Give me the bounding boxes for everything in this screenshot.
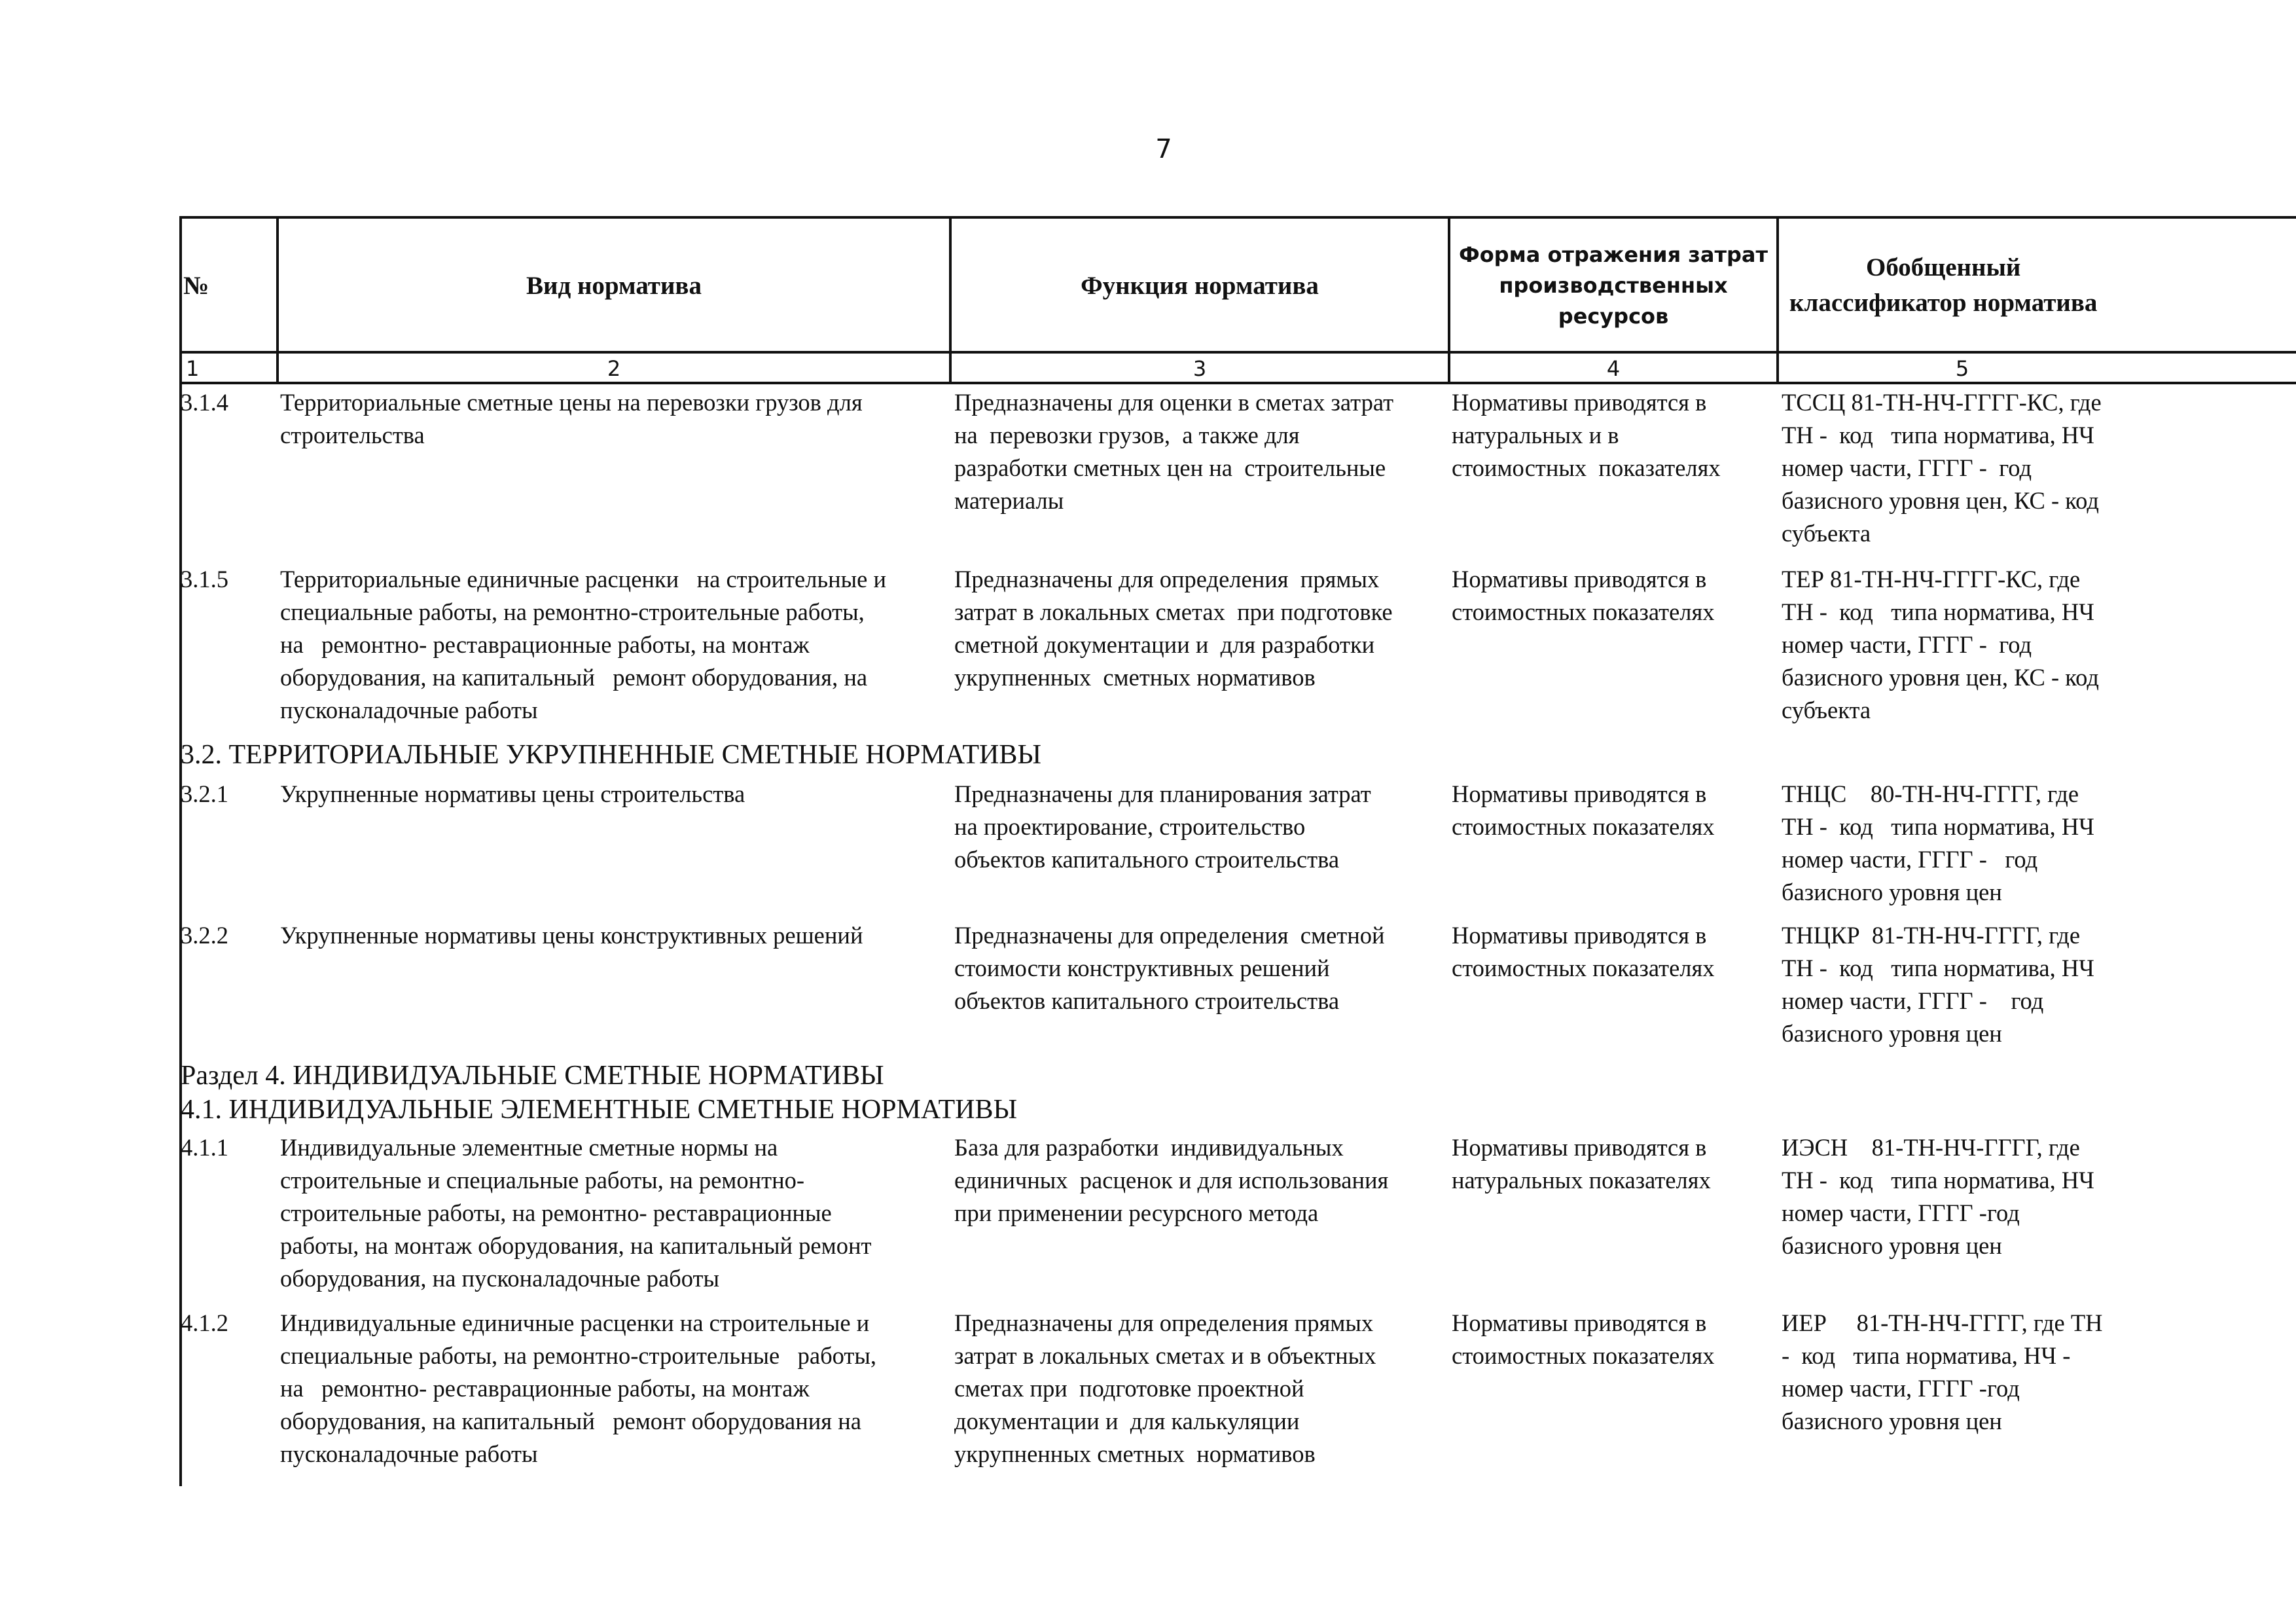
row-number: 4.1.1 [181,1134,228,1161]
row-classifier: ТССЦ 81-ТН-НЧ-ГГГГ-КС, где ТН - код типа норматива, НЧ номер части, ГГГГ - год базисного уровня цен, КС - код субъекта [1782,389,2102,547]
column-number-2: 2 [607,356,621,381]
row-number: 3.2.1 [181,780,228,807]
section-heading-4-1: 4.1. ИНДИВИДУАЛЬНЫЕ ЭЛЕМЕНТНЫЕ СМЕТНЫЕ НОРМАТИВЫ [181,1095,1018,1125]
row-form: Нормативы приводятся в стоимостных показателях [1452,566,1715,625]
row-function: База для разработки индивидуальных единичных расценок и для использования при применении ресурсного метода [954,1134,1389,1226]
section-heading-3-2: 3.2. ТЕРРИТОРИАЛЬНЫЕ УКРУПНЕННЫЕ СМЕТНЫЕ НОРМАТИВЫ [181,740,1042,770]
row-function: Предназначены для определения прямых затрат в локальных сметах и в объектных сметах при подготовке проектной документации и для калькуляции укрупненных сметных нормативов [954,1309,1376,1467]
row-form: Нормативы приводятся в стоимостных показателях [1452,922,1715,981]
column-number-5: 5 [1955,356,1969,381]
row-number: 3.2.2 [181,922,228,949]
row-function: Предназначены для определения прямых затрат в локальных сметах при подготовке сметной документации и для разработки укрупненных сметных нормативов [954,566,1393,691]
row-classifier: ИЭСН 81-ТН-НЧ-ГГГГ, где ТН - код типа норматива, НЧ номер части, ГГГГ -год базисного уровня цен [1782,1134,2094,1259]
column-number-4: 4 [1606,356,1621,381]
header-classifier: Обобщенный классификатор норматива [1789,253,2098,317]
header-vid: Вид норматива [526,271,702,300]
row-classifier: ТНЦС 80-ТН-НЧ-ГГГГ, где ТН - код типа норматива, НЧ номер части, ГГГГ - год базисного уровня цен [1782,780,2094,905]
row-classifier: ИЕР 81-ТН-НЧ-ГГГГ, где ТН - код типа норматива, НЧ - номер части, ГГГГ -год базисного уровня цен [1782,1309,2103,1434]
row-classifier: ТЕР 81-ТН-НЧ-ГГГГ-КС, где ТН - код типа норматива, НЧ номер части, ГГГГ - год базисного уровня цен, КС - код субъекта [1782,566,2099,723]
row-number: 3.1.4 [181,389,228,416]
header-function: Функция норматива [1081,271,1319,300]
row-number: 3.1.5 [181,566,228,593]
row-vid: Индивидуальные единичные расценки на строительные и специальные работы, на ремонтно-строительные работы, на ремонтно- реставрационные работы, на монтаж оборудования, на капитальный ремонт оборудования на пусконаладочные работы [280,1309,877,1467]
row-vid: Индивидуальные элементные сметные нормы на строительные и специальные работы, на ремонтно- строительные работы, на ремонтно- реставрационные работы, на монтаж оборудования, на капитальный ремонт оборудования, на пусконаладочные работы [280,1134,872,1292]
row-form: Нормативы приводятся в натуральных показателях [1452,1134,1711,1194]
column-number-1: 1 [186,356,200,381]
row-function: Предназначены для оценки в сметах затрат на перевозки грузов, а также для разработки сметных цен на строительные материалы [954,389,1394,514]
header-num: № [183,271,209,300]
row-function: Предназначены для определения сметной стоимости конструктивных решений объектов капитального строительства [954,922,1385,1014]
numbers-bottom-border [179,382,2296,384]
row-vid: Укрупненные нормативы цены строительства [280,780,745,807]
column-number-3: 3 [1193,356,1207,381]
row-number: 4.1.2 [181,1309,228,1336]
row-vid: Территориальные сметные цены на перевозки грузов для строительства [280,389,863,448]
row-vid: Укрупненные нормативы цены конструктивных решений [280,922,863,949]
row-function: Предназначены для планирования затрат на проектирование, строительство объектов капитального строительства [954,780,1371,873]
row-vid: Территориальные единичные расценки на строительные и специальные работы, на ремонтно-строительные работы, на ремонтно- реставрационные работы, на монтаж оборудования, на капитальный ремонт оборудования, на пусконаладочные работы [280,566,887,723]
section-heading-4: Раздел 4. ИНДИВИДУАЛЬНЫЕ СМЕТНЫЕ НОРМАТИВЫ [181,1061,884,1091]
header-bottom-border [179,351,2296,354]
row-form: Нормативы приводятся в стоимостных показателях [1452,780,1715,840]
row-classifier: ТНЦКР 81-ТН-НЧ-ГГГГ, где ТН - код типа норматива, НЧ номер части, ГГГГ - год базисного уровня цен [1782,922,2094,1047]
row-form: Нормативы приводятся в натуральных и в стоимостных показателях [1452,389,1721,481]
row-form: Нормативы приводятся в стоимостных показателях [1452,1309,1715,1369]
page-number: 7 [1155,134,1172,164]
table-top-border [179,216,2296,219]
header-form: Форма отражения затрат производственных ресурсов [1458,242,1768,329]
